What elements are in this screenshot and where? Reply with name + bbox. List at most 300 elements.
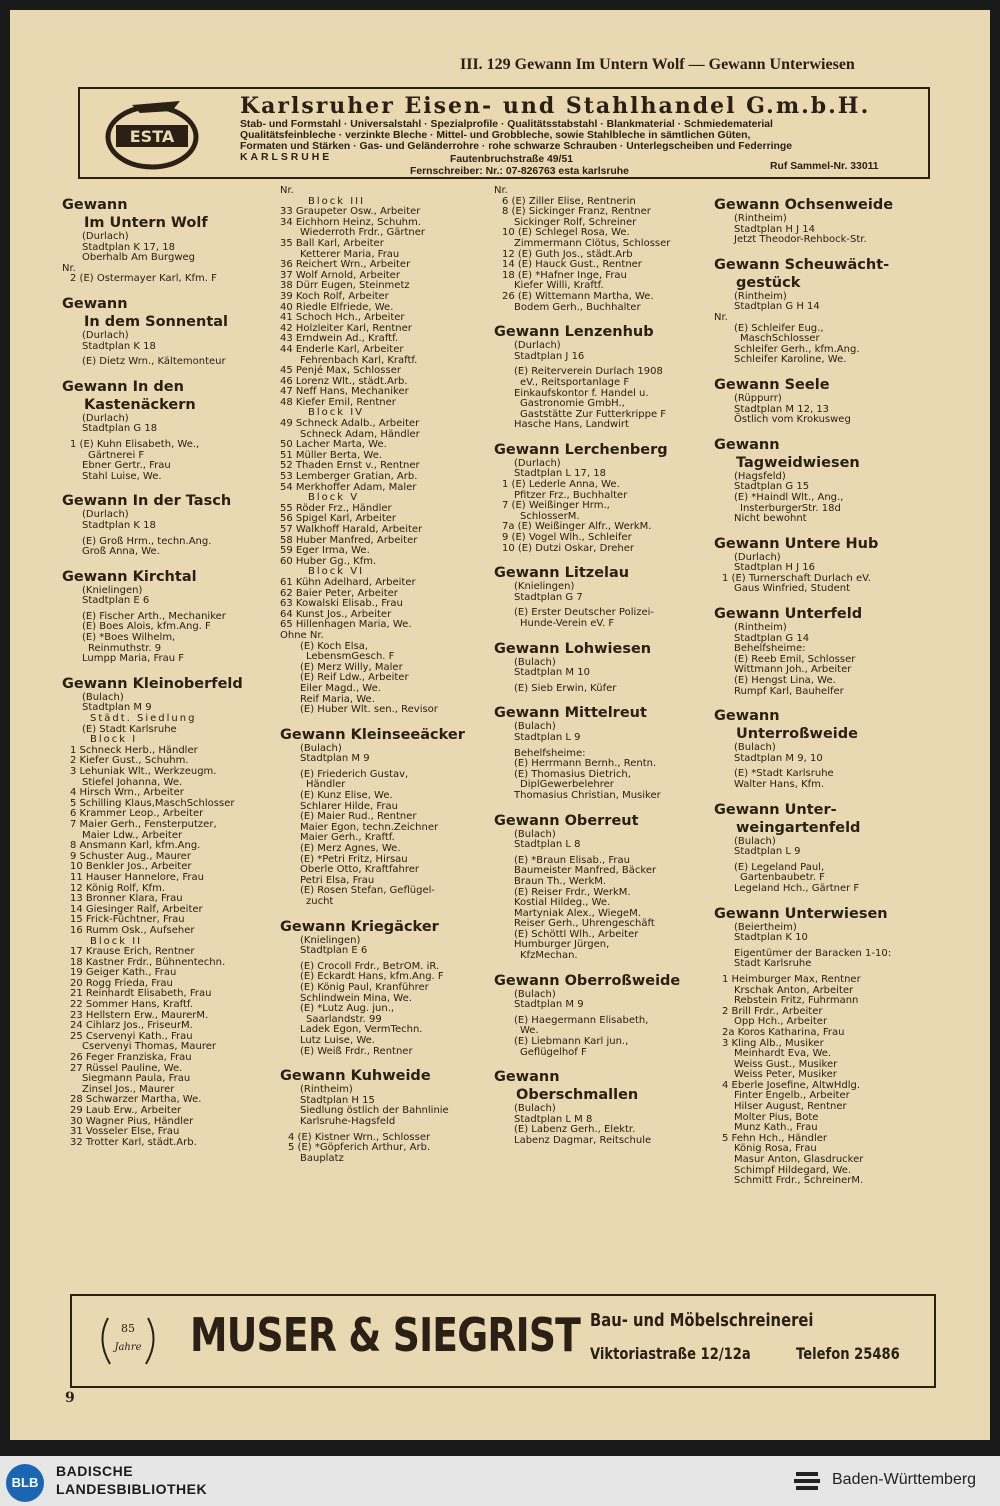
- entry-line: Ebner Gertr., Frau: [82, 460, 171, 472]
- entry-line: Stadtplan G 18: [82, 423, 158, 435]
- column-3: [494, 186, 714, 1147]
- entry-line: Humburger Jürgen,: [514, 939, 610, 951]
- entry-line: 36 Reichert Wrn., Arbeiter: [280, 259, 411, 271]
- section-heading: Gewann Kleinoberfeld: [62, 675, 243, 692]
- entry-line: (E) *Boes Wilhelm,: [82, 632, 176, 644]
- entry-line: 5 Schilling Klaus,MaschSchlosser: [70, 797, 235, 809]
- entry-line: 4 Hirsch Wrn., Arbeiter: [70, 787, 184, 799]
- entry-line: Bauplatz: [300, 1152, 344, 1164]
- entry-line: Eiler Magd., We.: [300, 682, 381, 694]
- entry-line: (Bulach): [82, 691, 124, 703]
- entry-line: 64 Kunst Jos., Arbeiter: [280, 608, 392, 620]
- anniversary-badge: [90, 1308, 166, 1372]
- entry-line: 61 Kühn Adelhard, Arbeiter: [280, 576, 416, 588]
- entry-line: 44 Enderle Karl, Arbeiter: [280, 343, 404, 355]
- entry-line: (Durlach): [82, 231, 129, 242]
- block-label: Block VI: [308, 566, 365, 578]
- block-label: Block IV: [308, 407, 365, 419]
- entry-line: Rebstein Fritz, Fuhrmann: [734, 995, 859, 1007]
- state-label[interactable]: Baden-Württemberg: [832, 1471, 977, 1488]
- entry-line: Eigentümer der Baracken 1-10:: [734, 947, 892, 959]
- section-heading: Gewann Oberreut: [494, 812, 639, 829]
- entry-line: 43 Erndwein Ad., Kraftf.: [280, 333, 399, 345]
- entry-line: 52 Thaden Ernst v., Rentner: [280, 460, 420, 472]
- entry-line: (E) Herrmann Bernh., Rentn.: [514, 758, 657, 770]
- entry-line: (Durlach): [82, 329, 129, 341]
- entry-line: (E) Haegermann Elisabeth,: [514, 1014, 649, 1026]
- entry-line: (E) Reiterverein Durlach 1908: [514, 366, 663, 378]
- entry-line: Stadtplan G H 14: [734, 301, 820, 313]
- entry-line: 50 Lacher Marta, We.: [280, 439, 387, 451]
- entry-line: Meinhardt Eva, We.: [734, 1048, 832, 1060]
- entry-line: Lumpp Maria, Frau F: [82, 653, 185, 665]
- entry-line: (E) Liebmann Karl jun.,: [514, 1036, 629, 1048]
- entry-line: Stadtplan J 16: [514, 350, 585, 362]
- directory-page: [10, 10, 990, 1440]
- entry-line: 1 (E) Turnerschaft Durlach eV.: [722, 572, 871, 584]
- section-heading: Gewann Kriegäcker: [280, 918, 439, 935]
- entry-line: (Bulach): [734, 742, 776, 754]
- section-heading: Gewann: [494, 1069, 560, 1086]
- library-name-line2: LANDESBIBLIOTHEK: [56, 1481, 208, 1497]
- entry-line: Stadtplan L 9: [734, 846, 801, 858]
- entry-line: 55 Röder Frz., Händler: [280, 502, 392, 514]
- entry-line: (E) Rosen Stefan, Geflügel-: [300, 885, 435, 897]
- entry-line: Reinmuthstr. 9: [88, 642, 162, 654]
- section-heading: Gewann Kuhweide: [280, 1068, 431, 1085]
- entry-line: 2a Koros Katharina, Frau: [722, 1026, 845, 1038]
- block-label: Städt. Siedlung: [90, 713, 197, 725]
- page-number: 9: [65, 1390, 75, 1406]
- entry-line: 8 (E) Sickinger Franz, Rentner: [502, 206, 651, 218]
- entry-line: 62 Baier Peter, Arbeiter: [280, 587, 398, 599]
- section-heading: Gewann Lenzenhub: [494, 324, 654, 341]
- entry-line: (Beiertheim): [734, 921, 797, 933]
- entry-line: 34 Eichhorn Heinz, Schuhm.: [280, 216, 421, 228]
- entry-line: Labenz Dagmar, Reitschule: [514, 1135, 652, 1146]
- entry-line: Gastronomie GmbH.,: [520, 398, 625, 410]
- entry-line: Stadtplan H J 14: [734, 223, 815, 235]
- entry-line: 2 Brill Frdr., Arbeiter: [722, 1005, 823, 1017]
- entry-line: Stadtplan G 7: [514, 591, 583, 603]
- entry-line: (Durlach): [82, 509, 129, 521]
- entry-line: 20 Rogg Frieda, Frau: [70, 977, 173, 989]
- entry-line: Siedlung östlich der Bahnlinie: [300, 1105, 449, 1117]
- entry-line: 15 Frick-Füchtner, Frau: [70, 914, 185, 926]
- section-heading: In dem Sonnental: [84, 313, 229, 330]
- coat-of-arms-icon: [790, 1464, 824, 1498]
- entry-line: (E) Eckardt Hans, kfm.Ang. F: [300, 971, 444, 983]
- column-1: [62, 186, 278, 1148]
- entry-line: Schleifer Karoline, We.: [734, 354, 847, 366]
- entry-line: (Durlach): [514, 457, 561, 469]
- entry-line: Nr.: [494, 185, 508, 196]
- entry-line: 60 Huber Gg., Kfm.: [280, 555, 377, 567]
- entry-line: Bodem Gerh., Buchhalter: [514, 301, 641, 313]
- entry-line: Behelfsheime:: [514, 747, 586, 759]
- entry-line: 13 Bronner Klara, Frau: [70, 893, 183, 905]
- entry-line: (Knielingen): [514, 581, 575, 593]
- entry-line: Hunde-Verein eV. F: [520, 618, 615, 629]
- entry-line: Weiss Peter, Musiker: [734, 1069, 837, 1081]
- entry-line: 26 Feger Franziska, Frau: [70, 1052, 192, 1064]
- block-label: Block III: [308, 195, 366, 207]
- entry-line: Stadt Karlsruhe: [734, 958, 812, 970]
- entry-line: (Bulach): [300, 742, 342, 754]
- entry-line: (E) Merz Agnes, We.: [300, 843, 401, 855]
- entry-line: MaschSchlosser: [740, 333, 820, 345]
- entry-line: LebensmGesch. F: [306, 651, 395, 663]
- entry-line: Karlsruhe-Hagsfeld: [300, 1115, 396, 1127]
- entry-line: Behelfsheime:: [734, 643, 806, 655]
- entry-line: Fehrenbach Karl, Kraftf.: [300, 354, 418, 366]
- entry-line: Martyniak Alex., WiegeM.: [514, 907, 641, 919]
- entry-line: Groß Anna, We.: [82, 546, 160, 558]
- entry-line: Reiser Gerh., Uhrengeschäft: [514, 918, 655, 930]
- entry-line: 33 Graupeter Osw., Arbeiter: [280, 206, 421, 218]
- entry-line: Zinsel Jos., Maurer: [82, 1083, 175, 1095]
- entry-line: (Rintheim): [734, 213, 787, 224]
- entry-line: 49 Schneck Adalb., Arbeiter: [280, 418, 420, 430]
- section-heading: Gewann: [62, 197, 128, 213]
- entry-line: (Rintheim): [300, 1084, 353, 1096]
- entry-line: Stadtplan K 18: [82, 340, 156, 352]
- column-4: [714, 186, 934, 1187]
- entry-line: (E) König Paul, Kranführer: [300, 981, 429, 993]
- entry-line: Rumpf Karl, Bauhelfer: [734, 685, 844, 697]
- entry-line: 23 Hellstern Erw., MaurerM.: [70, 1009, 209, 1021]
- section-heading: Gewann Untere Hub: [714, 535, 879, 552]
- entry-line: 31 Vosseler Else, Frau: [70, 1126, 180, 1138]
- section-heading: Gewann: [62, 295, 128, 312]
- page-header: III. 129 Gewann Im Untern Wolf — Gewann Unterwiesen: [460, 56, 855, 73]
- section-heading: Gewann Ochsenweide: [714, 197, 894, 213]
- entry-line: 59 Eger Irma, We.: [280, 545, 370, 557]
- entry-line: Stahl Luise, We.: [82, 470, 162, 482]
- section-heading: gestück: [736, 274, 801, 291]
- entry-line: Nr.: [62, 262, 76, 274]
- entry-line: Stadtplan H J 16: [734, 562, 815, 574]
- entry-line: 39 Koch Rolf, Arbeiter: [280, 290, 389, 302]
- entry-line: 30 Wagner Pius, Händler: [70, 1115, 194, 1127]
- entry-line: (E) Stadt Karlsruhe: [82, 723, 177, 735]
- section-heading: Gewann Seele: [714, 376, 830, 393]
- section-heading: Gewann In der Tasch: [62, 493, 232, 510]
- entry-line: (E) Schleifer Eug.,: [734, 322, 824, 334]
- entry-line: 1 Schneck Herb., Händler: [70, 744, 198, 756]
- entry-line: (E) Thomasius Dietrich,: [514, 768, 631, 780]
- entry-line: Stadtplan L 8: [514, 839, 581, 851]
- entry-line: (Durlach): [82, 412, 129, 424]
- entry-line: 47 Neff Hans, Mechaniker: [280, 386, 409, 398]
- entry-line: (E) *Haindl Wlt., Ang.,: [734, 491, 844, 503]
- entry-line: Stadtplan M 9: [300, 753, 370, 765]
- entry-line: 3 Lehuniak Wlt., Werkzeugm.: [70, 766, 217, 777]
- entry-line: Cservenyi Thomas, Maurer: [82, 1041, 216, 1053]
- entry-line: SchlosserM.: [520, 510, 580, 522]
- entry-line: 1 (E) Kuhn Elisabeth, We.,: [70, 438, 200, 450]
- entry-line: Saarlandstr. 99: [306, 1013, 382, 1025]
- entry-line: 22 Sommer Hans, Kraftf.: [70, 999, 193, 1011]
- entry-line: (Rüppurr): [734, 392, 782, 404]
- entry-line: (Bulach): [514, 828, 556, 840]
- entry-line: 18 Kastner Frdr., Bühnentechn.: [70, 956, 226, 968]
- ad-street: Fautenbruchstraße 49/51: [450, 154, 573, 165]
- entry-line: 11 Hauser Hannelore, Frau: [70, 871, 204, 883]
- entry-line: Petri Elsa, Frau: [300, 874, 375, 886]
- anniversary-label: Jahre: [114, 1342, 142, 1353]
- entry-line: 12 König Rolf, Kfm.: [70, 882, 165, 894]
- entry-line: 56 Spigel Karl, Arbeiter: [280, 513, 397, 525]
- entry-line: (Bulach): [514, 1103, 556, 1115]
- entry-line: 38 Dürr Eugen, Steinmetz: [280, 280, 410, 292]
- section-heading: Gewann: [714, 708, 780, 725]
- entry-line: Gaststätte Zur Futterkrippe F: [520, 408, 667, 420]
- entry-line: Stadtplan H 15: [300, 1094, 375, 1106]
- entry-line: (E) Reeb Emil, Schlosser: [734, 653, 856, 665]
- entry-line: Stiefel Johanna, We.: [82, 776, 183, 788]
- entry-line: Maier Gerh., Kraftf.: [300, 832, 395, 844]
- entry-line: (E) Fischer Arth., Mechaniker: [82, 610, 226, 622]
- section-heading: Gewann Unterwiesen: [714, 905, 888, 922]
- entry-line: KfzMechan.: [520, 950, 578, 962]
- entry-line: Schmitt Frdr., SchreinerM.: [734, 1175, 864, 1187]
- entry-line: 1 Heimburger Max, Rentner: [722, 973, 861, 985]
- entry-line: Gaus Winfried, Student: [734, 583, 851, 595]
- entry-line: Stadtplan E 6: [82, 595, 150, 607]
- entry-line: Gärtnerei F: [88, 449, 145, 461]
- entry-line: (E) Hengst Lina, We.: [734, 675, 836, 687]
- entry-line: 29 Laub Erw., Arbeiter: [70, 1105, 182, 1116]
- entry-line: Stadtplan M 9: [82, 702, 152, 714]
- section-heading: Gewann In den: [62, 378, 184, 395]
- esta-advertisement: [78, 87, 930, 179]
- entry-line: 4 Eberle Josefine, AltwHdlg.: [722, 1079, 861, 1091]
- entry-line: Braun Th., WerkM.: [514, 875, 607, 887]
- entry-line: Pfitzer Frz., Buchhalter: [514, 489, 628, 501]
- entry-line: 7a (E) Weißinger Alfr., WerkM.: [502, 521, 652, 533]
- entry-line: (E) Sieb Erwin, Küfer: [514, 682, 617, 694]
- section-heading: weingartenfeld: [736, 819, 861, 836]
- entry-line: 14 (E) Hauck Gust., Rentner: [502, 259, 642, 271]
- entry-line: Thomasius Christian, Musiker: [514, 789, 661, 801]
- ad-product-line: Qualitätsfeinbleche · verzinkte Bleche · Mittel- und Grobbleche, sowie Stahlbleche in sämtlichen Güten,: [240, 130, 751, 141]
- section-heading: Kastenäckern: [84, 396, 196, 413]
- entry-line: Stadtplan E 6: [300, 945, 368, 957]
- entry-line: (Hagsfeld): [734, 470, 786, 482]
- entry-line: Stadtplan M 10: [514, 667, 590, 679]
- section-heading: Gewann Unterfeld: [714, 606, 863, 623]
- entry-line: Finter Engelb., Arbeiter: [734, 1090, 850, 1102]
- entry-line: (E) Friederich Gustav,: [300, 768, 409, 780]
- entry-line: Reif Maria, We.: [300, 693, 375, 705]
- section-heading: Gewann Litzelau: [494, 565, 630, 582]
- entry-line: 28 Schwarzer Martha, We.: [70, 1094, 202, 1106]
- entry-line: (Knielingen): [82, 584, 143, 596]
- entry-line: 24 Cihlarz Jos., FriseurM.: [70, 1020, 193, 1032]
- entry-line: 7 Maier Gerh., Fensterputzer,: [70, 818, 217, 830]
- section-heading: Gewann Kirchtal: [62, 568, 197, 585]
- library-name-line1: BADISCHE: [56, 1463, 134, 1479]
- entry-line: 42 Holzleiter Karl, Rentner: [280, 322, 412, 334]
- section-heading: Gewann Kleinseeäcker: [280, 726, 465, 743]
- entry-line: 8 Ansmann Karl, kfm.Ang.: [70, 840, 201, 852]
- entry-line: 65 Hillenhagen Maria, We.: [280, 619, 412, 631]
- muser-siegrist-advertisement: [70, 1294, 936, 1388]
- entry-line: Baumeister Manfred, Bäcker: [514, 865, 657, 877]
- entry-line: Schleifer Gerh., kfm.Ang.: [734, 343, 860, 355]
- entry-line: Lutz Luise, We.: [300, 1034, 375, 1046]
- block-label: Block I: [90, 734, 138, 746]
- entry-line: (E) *Petri Fritz, Hirsau: [300, 853, 408, 865]
- ad-phone: Telefon 25486: [796, 1344, 900, 1363]
- entry-line: Molter Pius, Bote: [734, 1111, 819, 1123]
- entry-line: König Rosa, Frau: [734, 1143, 817, 1155]
- entry-line: (Knielingen): [300, 934, 361, 946]
- ad-telex: Fernschreiber: Nr.: 07-826763 esta karlsruhe: [410, 166, 629, 177]
- entry-line: Ladek Egon, VermTechn.: [300, 1024, 423, 1036]
- entry-line: Stadtplan L 17, 18: [514, 468, 606, 480]
- entry-line: Kiefer Willi, Kraftf.: [514, 280, 604, 292]
- section-heading: Gewann Unter-: [714, 801, 837, 818]
- esta-logo: [102, 97, 202, 171]
- column-2: [280, 186, 494, 1164]
- ad-company-name: MUSER & SIEGRIST: [190, 1308, 581, 1362]
- esta-logo-text: ESTA: [129, 127, 175, 146]
- entry-line: (E) Reiser Frdr., WerkM.: [514, 886, 631, 898]
- blb-logo[interactable]: BLB: [6, 1464, 44, 1502]
- entry-line: 63 Kowalski Elisab., Frau: [280, 598, 403, 610]
- section-heading: Gewann: [714, 436, 780, 453]
- entry-line: 2 (E) Ostermayer Karl, Kfm. F: [70, 273, 217, 285]
- entry-line: (E) Reif Ldw., Arbeiter: [300, 672, 409, 684]
- entry-line: 46 Lorenz Wlt., städt.Arb.: [280, 375, 408, 387]
- entry-line: 18 (E) *Hafner Inge, Frau: [502, 269, 627, 281]
- section-heading: Gewann Oberroßweide: [494, 972, 681, 989]
- section-heading: Gewann Mittelreut: [494, 705, 647, 722]
- entry-line: (E) *Lutz Aug. jun.,: [300, 1003, 395, 1015]
- entry-line: (Bulach): [514, 721, 556, 733]
- section-heading: Unterroßweide: [736, 726, 858, 743]
- entry-line: 57 Walkhoff Harald, Arbeiter: [280, 524, 423, 535]
- entry-line: zucht: [306, 896, 334, 907]
- entry-line: Siegmann Paula, Frau: [82, 1073, 191, 1085]
- entry-line: 12 (E) Guth Jos., städt.Arb: [502, 248, 633, 260]
- entry-line: Stadtplan K 17, 18: [82, 241, 175, 253]
- entry-line: Weiss Gust., Musiker: [734, 1058, 838, 1070]
- entry-line: Maier Ldw., Arbeiter: [82, 829, 183, 841]
- ad-product-line: Formaten und Stärken · Gas- und Geländerrohre · rohe schwarze Schrauben · Unterlegscheiben und Federringe: [240, 141, 792, 152]
- entry-line: Nicht bewohnt: [734, 513, 807, 525]
- entry-line: Östlich vom Krokusweg: [734, 414, 851, 426]
- entry-line: (E) Dietz Wrn., Kältemonteur: [82, 356, 226, 368]
- block-label: Block II: [90, 935, 143, 947]
- entry-line: 53 Lemberger Gratian, Arb.: [280, 471, 418, 483]
- entry-line: 6 Krammer Leop., Arbeiter: [70, 808, 204, 820]
- entry-line: 5 (E) *Göpferich Arthur, Arb.: [288, 1142, 431, 1154]
- entry-line: (E) Groß Hrm., techn.Ang.: [82, 535, 212, 547]
- entry-line: 9 Schuster Aug., Maurer: [70, 850, 191, 862]
- entry-line: (E) Maier Rud., Rentner: [300, 811, 417, 823]
- entry-line: 19 Geiger Kath., Frau: [70, 967, 177, 979]
- entry-line: (Bulach): [734, 835, 776, 847]
- entry-line: 32 Trotter Karl, städt.Arb.: [70, 1136, 197, 1148]
- entry-line: (E) *Braun Elisab., Frau: [514, 854, 630, 866]
- section-heading: Oberschmallen: [516, 1087, 639, 1104]
- entry-line: (E) *Stadt Karlsruhe: [734, 768, 834, 780]
- ad-company-name: Karlsruher Eisen- und Stahlhandel G.m.b.H.: [240, 93, 871, 119]
- entry-line: 17 Krause Erich, Rentner: [70, 946, 195, 958]
- entry-line: Zimmermann Clötus, Schlosser: [514, 237, 671, 249]
- entry-line: Oberhalb Am Burgweg: [82, 252, 195, 264]
- entry-line: (E) Boes Alois, kfm.Ang. F: [82, 621, 211, 633]
- entry-line: 48 Kiefer Emil, Rentner: [280, 396, 396, 408]
- anniversary-years: 85: [121, 1322, 135, 1335]
- entry-line: Geflügelhof F: [520, 1046, 587, 1058]
- entry-line: 5 Fehn Hch., Händler: [722, 1132, 828, 1144]
- entry-line: Jetzt Theodor-Rehbock-Str.: [734, 234, 867, 246]
- entry-line: 7 (E) Weißinger Hrm.,: [502, 500, 610, 512]
- ad-city: KARLSRUHE: [240, 152, 333, 163]
- entry-line: Einkaufskontor f. Handel u.: [514, 387, 649, 399]
- entry-line: Stadtplan L M 8: [514, 1113, 593, 1125]
- section-heading: Gewann Scheuwächt-: [714, 256, 890, 273]
- entry-line: (E) Crocoll Frdr., BetrOM. iR.: [300, 960, 440, 972]
- entry-line: 37 Wolf Arnold, Arbeiter: [280, 269, 400, 281]
- ad-address: Viktoriastraße 12/12a: [590, 1344, 751, 1363]
- entry-line: (Bulach): [514, 988, 556, 1000]
- entry-line: 35 Ball Karl, Arbeiter: [280, 237, 384, 249]
- entry-line: DiplGewerbelehrer: [520, 779, 614, 791]
- entry-line: 16 Rumm Osk., Aufseher: [70, 924, 195, 936]
- entry-line: Hilser August, Rentner: [734, 1101, 847, 1113]
- entry-line: Stadtplan L 9: [514, 731, 581, 743]
- entry-line: (E) Labenz Gerh., Elektr.: [514, 1124, 636, 1136]
- entry-line: Ketterer Maria, Frau: [300, 248, 400, 260]
- entry-line: Schneck Adam, Händler: [300, 428, 420, 440]
- entry-line: Stadtplan G 14: [734, 632, 810, 644]
- entry-line: Ohne Nr.: [280, 629, 324, 641]
- entry-line: Wiederroth Frdr., Gärtner: [300, 227, 426, 239]
- entry-line: (E) Huber Wlt. sen., Revisor: [300, 704, 438, 716]
- section-heading: Gewann Lerchenberg: [494, 441, 668, 458]
- entry-line: Stadtplan M 12, 13: [734, 403, 830, 415]
- entry-line: (E) Schöttl Wlh., Arbeiter: [514, 928, 639, 940]
- entry-line: Schlarer Hilde, Frau: [300, 800, 398, 812]
- entry-line: 27 Rüssel Pauline, We.: [70, 1062, 183, 1074]
- section-heading: Im Untern Wolf: [84, 215, 208, 231]
- entry-line: 9 (E) Vogel Wlh., Schleifer: [502, 532, 632, 544]
- entry-line: Munz Kath., Frau: [734, 1122, 818, 1134]
- entry-line: 58 Huber Manfred, Arbeiter: [280, 534, 418, 546]
- entry-line: Schimpf Hildegard, We.: [734, 1164, 852, 1176]
- entry-line: 10 (E) Schlegel Rosa, We.: [502, 227, 630, 239]
- entry-line: Hasche Hans, Landwirt: [514, 419, 629, 431]
- entry-line: Kostial Hildeg., We.: [514, 897, 611, 909]
- entry-line: Wittmann Joh., Arbeiter: [734, 664, 852, 676]
- entry-line: (E) Legeland Paul,: [734, 861, 825, 873]
- entry-line: InsterburgerStr. 18d: [740, 502, 841, 514]
- entry-line: 3 Kling Alb., Musiker: [722, 1037, 824, 1049]
- entry-line: Nr.: [280, 185, 294, 196]
- entry-line: (Durlach): [514, 340, 561, 352]
- entry-line: Stadtplan K 18: [82, 519, 156, 531]
- entry-line: 21 Reinhardt Elisabeth, Frau: [70, 988, 212, 1000]
- entry-line: Stadtplan M 9: [514, 999, 584, 1011]
- entry-line: 41 Schoch Hch., Arbeiter: [280, 312, 405, 324]
- entry-line: 6 (E) Ziller Elise, Rentnerin: [502, 195, 636, 207]
- entry-line: 45 Penjé Max, Schlosser: [280, 365, 401, 377]
